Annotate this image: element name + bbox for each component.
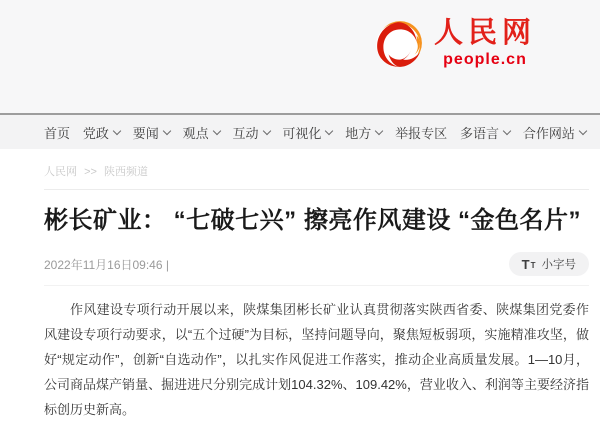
nav-label: 地方 <box>345 125 372 141</box>
people-cn-logo[interactable] <box>374 18 536 69</box>
nav-label: 合作网站 <box>522 125 575 141</box>
font-size-button[interactable] <box>509 252 589 276</box>
chevron-down-icon <box>579 126 587 134</box>
nav-item-hudong[interactable] <box>233 123 270 142</box>
nav-item-yaowen[interactable] <box>133 123 170 142</box>
nav-label: 首页 <box>44 125 71 141</box>
nav-item-keshihua[interactable] <box>282 123 332 142</box>
article-paragraph: 作风建设专项行动开展以来，陕煤集团彬长矿业认真贯彻落实陕西省委、陕煤集团党委作风建设专项行动要求，以“五个过硬”为目标，坚持问题导向，聚焦短板弱项，实施精准攻坚，做好“规定动作”，创新“自选动作”，以扎实作风促进工作落实，推动企业高质量发展。1—10月，公司商品煤产销量、掘进进尺分别完成计划104.32%、109.42%，营业收入、利润等主要经济指标创历史新高。 <box>44 302 589 417</box>
nav-item-hezuo[interactable] <box>523 123 586 142</box>
nav-label: 互动 <box>232 125 259 141</box>
nav-label: 多语言 <box>460 125 500 141</box>
font-size-label: 小字号 <box>541 259 576 271</box>
article-title: 彬长矿业： “七破七兴” 擦亮作风建设 “金色名片” <box>44 207 582 234</box>
nav-item-home[interactable] <box>44 123 70 142</box>
chevron-down-icon <box>375 126 383 134</box>
chevron-down-icon <box>262 126 270 134</box>
article-container <box>44 163 589 422</box>
nav-item-dangzheng[interactable] <box>83 123 120 142</box>
people-globe-icon <box>374 19 424 69</box>
chevron-down-icon <box>113 126 121 134</box>
meta-divider <box>44 285 589 286</box>
breadcrumb-divider <box>44 189 589 190</box>
nav-label: 党政 <box>82 125 109 141</box>
nav-item-guandian[interactable] <box>183 123 220 142</box>
breadcrumb-channel-link[interactable]: 陕西频道 <box>103 166 148 178</box>
logo-en-text: people.cn <box>443 51 527 68</box>
chevron-down-icon <box>325 126 333 134</box>
nav-label: 举报专区 <box>395 125 448 141</box>
nav-item-jubao[interactable] <box>395 123 447 142</box>
font-size-icon-small: T <box>530 260 536 270</box>
logo-cn-text: 人民网 <box>434 17 537 49</box>
nav-item-duoyuyan[interactable] <box>460 123 510 142</box>
breadcrumb-separator: >> <box>84 166 97 178</box>
nav-item-difang[interactable] <box>345 123 382 142</box>
site-header <box>0 0 600 113</box>
breadcrumb-site-link[interactable]: 人民网 <box>44 166 77 178</box>
breadcrumb <box>44 163 589 179</box>
chevron-down-icon <box>212 126 220 134</box>
article-date: 2022年11月16日09:46 | <box>44 257 169 272</box>
nav-label: 观点 <box>182 125 209 141</box>
font-size-icon: T <box>521 256 530 272</box>
article-meta-row <box>44 252 589 276</box>
main-navigation <box>0 113 600 149</box>
nav-label: 要闻 <box>132 125 159 141</box>
nav-label: 可视化 <box>282 125 322 141</box>
chevron-down-icon <box>163 126 171 134</box>
chevron-down-icon <box>503 126 511 134</box>
